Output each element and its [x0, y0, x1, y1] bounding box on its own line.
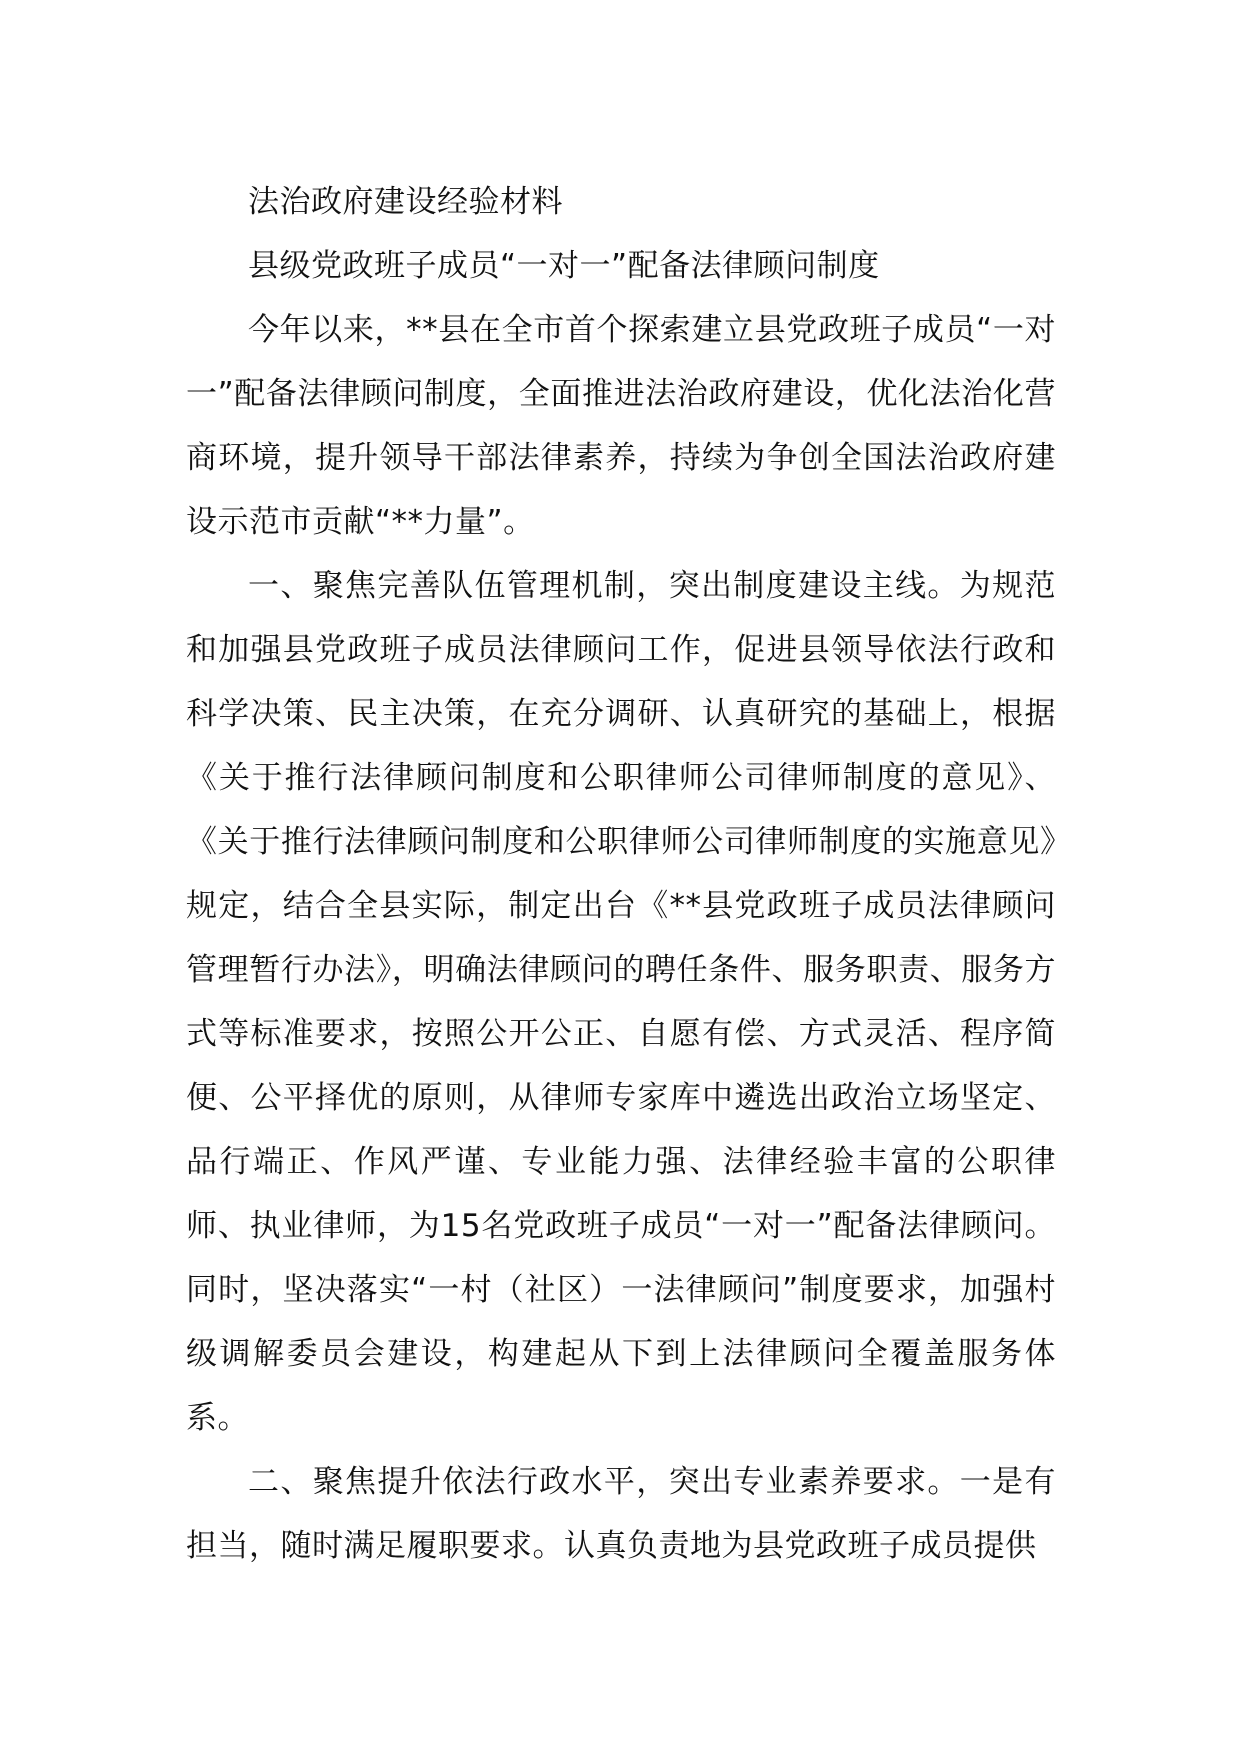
paragraph-intro: 今年以来，**县在全市首个探索建立县党政班子成员“一对一”配备法律顾问制度，全面推进法治政府建设，优化法治化营商环境，提升领导干部法律素养，持续为争创全国法治政府建设示范市贡献“**力量”。: [186, 312, 1056, 540]
paragraph-section-1: 一、聚焦完善队伍管理机制，突出制度建设主线。为规范和加强县党政班子成员法律顾问工作，促进县领导依法行政和科学决策、民主决策，在充分调研、认真研究的基础上，根据《关于推行法律顾问制度和公职律师公司律师制度的意见》、《关于推行法律顾问制度和公职律师公司律师制度的实施意见》规定，结合全县实际，制定出台《**县党政班子成员法律顾问管理暂行办法》，明确法律顾问的聘任条件、服务职责、服务方式等标准要求，按照公开公正、自愿有偿、方式灵活、程序简便、公平择优的原则，从律师专家库中遴选出政治立场坚定、品行端正、作风严谨、专业能力强、法律经验丰富的公职律师、执业律师，为15名党政班子成员“一对一”配备法律顾问。同时，坚决落实“一村（社区）一法律顾问”制度要求，加强村级调解委员会建设，构建起从下到上法律顾问全覆盖服务体系。: [186, 568, 1056, 1436]
document-body: [186, 170, 1056, 1578]
document-title: 法治政府建设经验材料: [248, 184, 563, 220]
paragraph-section-2: 二、聚焦提升依法行政水平，突出专业素养要求。一是有担当，随时满足履职要求。认真负责地为县党政班子成员提供: [186, 1464, 1056, 1564]
document-subtitle: 县级党政班子成员“一对一”配备法律顾问制度: [248, 248, 880, 284]
